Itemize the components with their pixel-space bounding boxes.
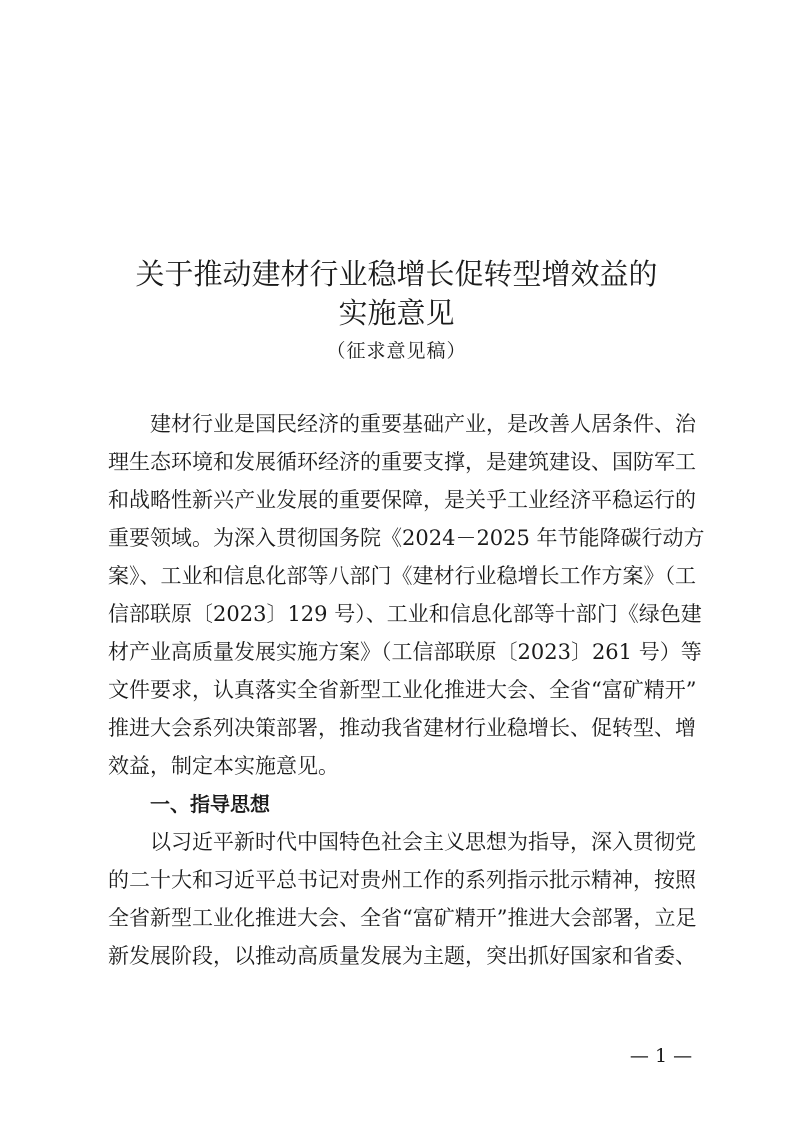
paragraph-line: 全省新型工业化推进大会、全省“富矿精开”推进大会部署，立足 <box>108 906 697 930</box>
document-title-line-1: 关于推动建材行业稳增长促转型增效益的 <box>135 257 658 291</box>
paragraph-line: 文件要求，认真落实全省新型工业化推进大会、全省“富矿精开” <box>108 678 697 702</box>
paragraph-line: 的二十大和习近平总书记对贵州工作的系列指示批示精神，按照 <box>108 868 696 892</box>
paragraph-line: 推进大会系列决策部署，推动我省建材行业稳增长、促转型、增 <box>108 716 696 740</box>
document-subtitle: （征求意见稿） <box>326 340 467 362</box>
paragraph-line: 理生态环境和发展循环经济的重要支撑，是建筑建设、国防军工 <box>108 450 696 474</box>
document-title-line-2: 实施意见 <box>338 296 455 330</box>
section-heading-guiding-thought: 一、指导思想 <box>150 792 270 816</box>
paragraph-line: 重要领域。为深入贯彻国务院《2024－2025 年节能降碳行动方 <box>108 526 705 550</box>
paragraph-line: 新发展阶段，以推动高质量发展为主题，突出抓好国家和省委、 <box>108 944 696 968</box>
paragraph-line: 案》、工业和信息化部等八部门《建材行业稳增长工作方案》（工 <box>108 564 696 588</box>
paragraph-line: 效益，制定本实施意见。 <box>108 754 339 778</box>
paragraph-line: 信部联原〔2023〕129 号）、工业和信息化部等十部门《绿色建 <box>108 602 702 626</box>
paragraph-line: 以习近平新时代中国特色社会主义思想为指导，深入贯彻党 <box>150 830 696 854</box>
page-number: — 1 — <box>629 1045 693 1067</box>
paragraph-line: 和战略性新兴产业发展的重要保障，是关乎工业经济平稳运行的 <box>108 488 696 512</box>
paragraph-line: 材产业高质量发展实施方案》（工信部联原〔2023〕261 号）等 <box>108 640 702 664</box>
paragraph-line: 建材行业是国民经济的重要基础产业，是改善人居条件、治 <box>150 412 696 436</box>
